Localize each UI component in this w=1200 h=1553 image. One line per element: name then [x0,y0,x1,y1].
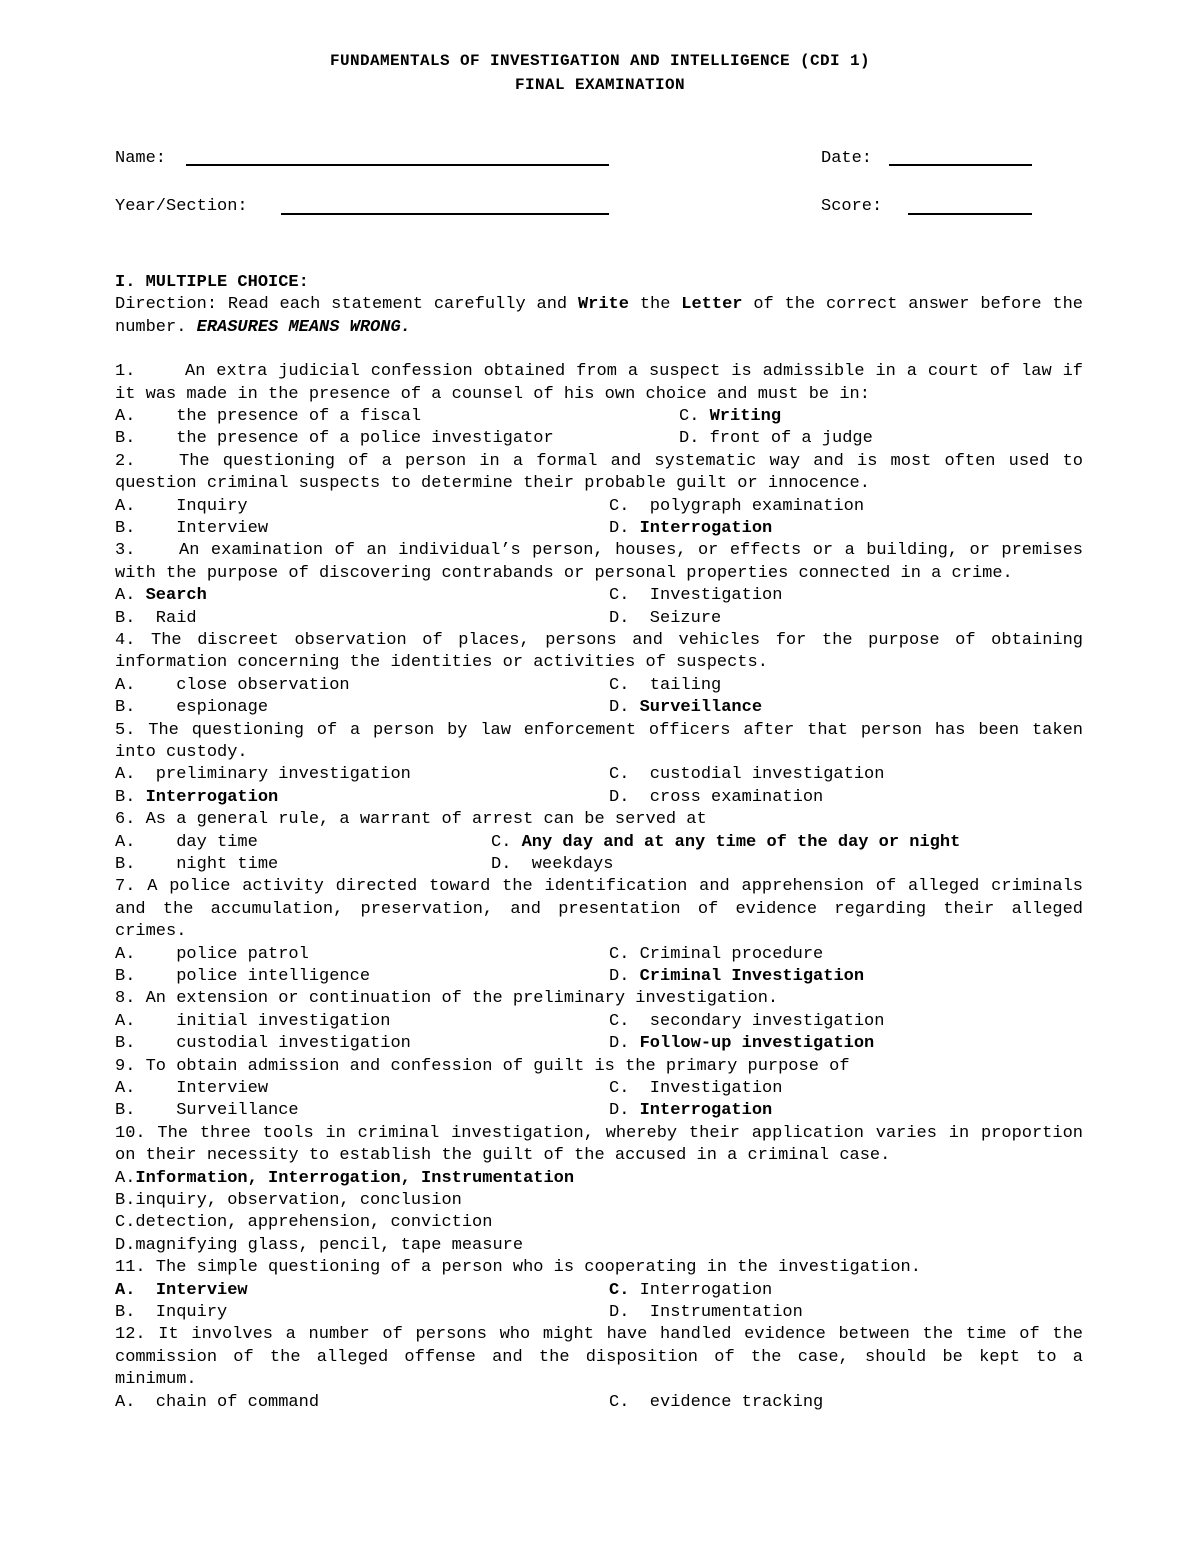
question-7-options-row-2 [115,966,1083,988]
q7-option-d: D. Criminal Investigation [609,966,865,986]
question-1-options-row-1 [115,406,1083,428]
direction-text: Direction: Read each statement carefully and Write the Letter of the correct answer before the number. ERASURES MEANS WRONG. [115,295,1084,337]
q11-option-a: A. Interview [115,1280,248,1300]
question-3-options-row-2 [115,608,1083,630]
q10-option-a: A.Information, Interrogation, Instrumentation [115,1168,575,1188]
q11-option-c: C. Interrogation [609,1280,773,1300]
question-5-options-row-2 [115,787,1083,809]
exam-subtitle: FINAL EXAMINATION [514,76,686,94]
question-2-options-row-1 [115,496,1083,518]
question-11: 11. The simple questioning of a person who is cooperating in the investigation. [115,1258,921,1278]
q5-option-a: A. preliminary investigation [115,765,411,785]
question-8-options-row-2 [115,1033,1083,1055]
year-section-label: Year/Section: [115,197,248,216]
question-4: 4. The discreet observation of places, persons and vehicles for the purpose of obtaining information concerning the identities or activities of suspects. [115,631,1083,673]
question-6-options-row-1 [115,832,1083,854]
q2-option-b: B. Interview [115,519,269,539]
q1-option-c: C. Writing [679,407,782,427]
q6-option-b: B. night time [115,854,279,874]
q8-option-a: A. initial investigation [115,1011,391,1031]
q6-option-d: D. weekdays [491,854,614,874]
question-6: 6. As a general rule, a warrant of arrest can be served at [115,810,707,830]
question-2: 2. The questioning of a person in a formal and systematic way and is most often used to question criminal suspects to determine their probable guilt or innocence. [115,451,1083,494]
q2-option-c: C. polygraph examination [609,496,865,516]
q9-option-d: D. Interrogation [609,1101,773,1121]
q2-option-d: D. Interrogation [609,519,773,539]
question-1-options-row-2 [115,428,1083,450]
q12-option-c: C. evidence tracking [609,1392,824,1412]
question-4-options-row-1 [115,675,1083,697]
question-4-options-row-2 [115,697,1083,719]
q9-option-b: B. Surveillance [115,1101,299,1121]
date-field[interactable] [889,164,1032,166]
q3-option-c: C. Investigation [609,586,783,606]
question-12-options-row-1 [115,1392,1083,1414]
q1-option-d: D. front of a judge [679,429,873,449]
q10-option-c: C.detection, apprehension, conviction [115,1213,493,1233]
year-section-field[interactable] [281,213,609,215]
question-5: 5. The questioning of a person by law enforcement officers after that person has been taken into custody. [115,720,1083,762]
q8-option-c: C. secondary investigation [609,1011,885,1031]
exam-title: FUNDAMENTALS OF INVESTIGATION AND INTELLIGENCE (CDI 1) [329,52,871,70]
q5-option-c: C. custodial investigation [609,765,885,785]
q6-option-a: A. day time [115,832,258,852]
q6-option-c: C. Any day and at any time of the day or night [491,832,961,852]
question-10: 10. The three tools in criminal investigation, whereby their application varies in proportion on their necessity to establish the guilt of the accused in a criminal case. [115,1123,1083,1166]
q10-option-b: B.inquiry, observation, conclusion [115,1190,462,1210]
question-9-options-row-2 [115,1100,1083,1122]
question-11-options-row-1 [115,1280,1083,1302]
q9-option-a: A. Interview [115,1078,269,1098]
score-label: Score: [821,197,883,216]
q9-option-c: C. Investigation [609,1078,783,1098]
q7-option-c: C. Criminal procedure [609,944,824,964]
q5-option-b: B. Interrogation [115,787,279,807]
question-8: 8. An extension or continuation of the preliminary investigation. [115,989,779,1009]
q11-option-d: D. Instrumentation [609,1302,803,1322]
question-6-options-row-2 [115,854,1083,876]
q4-option-c: C. tailing [609,675,722,695]
name-label: Name: [115,149,167,168]
question-9: 9. To obtain admission and confession of guilt is the primary purpose of [115,1056,850,1076]
exam-body [115,272,1083,1414]
question-3: 3. An examination of an individual’s person, houses, or effects or a building, or premises with the purpose of discovering contrabands or personal properties connected in a crime. [115,541,1083,583]
question-2-options-row-2 [115,518,1083,540]
date-label: Date: [821,149,873,168]
q1-option-b: B. the presence of a police investigator [115,429,554,449]
q12-option-a: A. chain of command [115,1392,320,1412]
q4-option-b: B. espionage [115,698,269,718]
q3-option-d: D. Seizure [609,608,722,628]
q8-option-d: D. Follow-up investigation [609,1034,875,1054]
q7-option-a: A. police patrol [115,944,309,964]
q4-option-d: D. Surveillance [609,698,763,718]
q3-option-b: B. Raid [115,608,197,628]
q2-option-a: A. Inquiry [115,496,248,516]
question-7-options-row-1 [115,944,1083,966]
q4-option-a: A. close observation [115,675,350,695]
question-1: 1. An extra judicial confession obtained from a suspect is admissible in a court of law if it was made in the presence of a counsel of his own choice and must be in: [115,362,1083,404]
q11-option-b: B. Inquiry [115,1302,228,1322]
question-12: 12. It involves a number of persons who might have handled evidence between the time of the commission of the alleged offense and the disposition of the case, should be kept to a minimum. [115,1325,1083,1390]
q3-option-a: A. Search [115,586,207,606]
question-8-options-row-1 [115,1011,1083,1033]
q1-option-a: A. the presence of a fiscal [115,407,422,427]
q8-option-b: B. custodial investigation [115,1034,411,1054]
question-5-options-row-1 [115,764,1083,786]
question-3-options-row-1 [115,585,1083,607]
q5-option-d: D. cross examination [609,787,824,807]
q10-option-d: D.magnifying glass, pencil, tape measure [115,1235,524,1255]
q7-option-b: B. police intelligence [115,966,371,986]
question-9-options-row-1 [115,1078,1083,1100]
name-field[interactable] [186,164,609,166]
section-heading: I. MULTIPLE CHOICE: [115,273,309,292]
question-7: 7. A police activity directed toward the identification and apprehension of alleged criminals and the accumulation, preservation, and presentation of evidence regarding their alleged crimes. [115,877,1083,942]
score-field[interactable] [908,213,1032,215]
question-11-options-row-2 [115,1302,1083,1324]
